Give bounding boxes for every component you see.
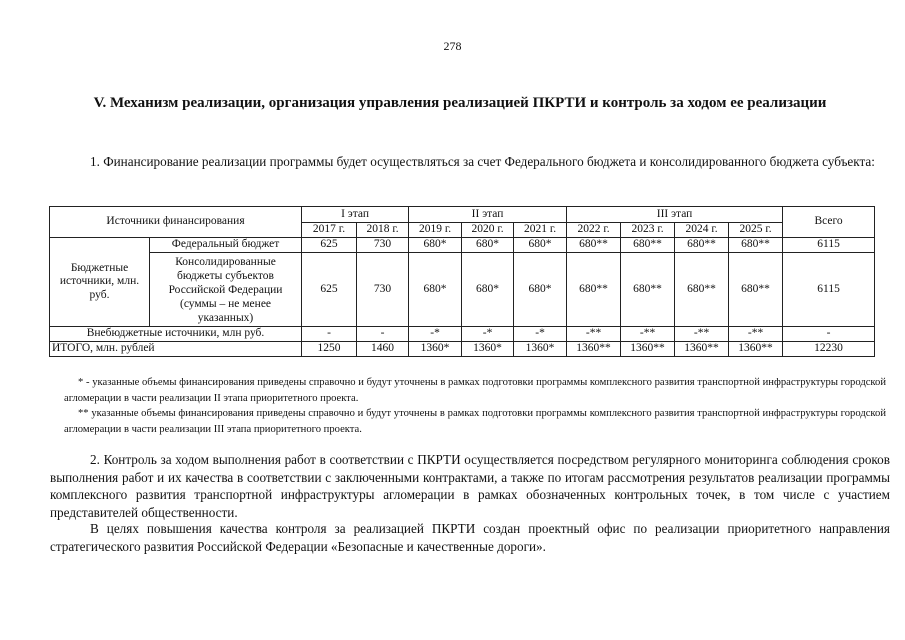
- table-cell: 680**: [567, 253, 621, 327]
- table-cell: 680**: [675, 253, 729, 327]
- row-label: ИТОГО, млн. рублей: [50, 342, 302, 357]
- row-label: Внебюджетные источники, млн руб.: [50, 327, 302, 342]
- table-cell: 730: [357, 238, 409, 253]
- footnote-double-star: ** указанные объемы финансирования приведены справочно и будут уточнены в рамках подготовки программы комплексного развития транспортной инфраструктуры городской агломерации в части реализации III этапа приоритетного проекта.: [64, 408, 886, 435]
- table-cell: -*: [462, 327, 514, 342]
- table-cell-total: 6115: [783, 238, 875, 253]
- footnote-single-star: * - указанные объемы финансирования приведены справочно и будут уточнены в рамках подготовки программы комплексного развития транспортной инфраструктуры городской агломерации в части реализации II этапа приоритетного проекта.: [64, 377, 886, 404]
- row-label: Консолидированные бюджеты субъектов Российской Федерации (суммы – не менее указанных): [150, 253, 302, 327]
- table-cell: -**: [675, 327, 729, 342]
- table-cell: -*: [409, 327, 462, 342]
- total-header: Всего: [783, 207, 875, 238]
- stage-2-header: II этап: [409, 207, 567, 223]
- table-cell: 680*: [409, 238, 462, 253]
- table-cell: 625: [302, 253, 357, 327]
- sources-header: Источники финансирования: [50, 207, 302, 238]
- year-header: 2022 г.: [567, 223, 621, 238]
- table-cell: 1360**: [675, 342, 729, 357]
- paragraph-control: 2. Контроль за ходом выполнения работ в соответствии с ПКРТИ осуществляется посредством регулярного мониторинга соблюдения сроков выполнения работ и их качества в соответствии с заключенными контрактами, а также по итогам рассмотрения результатов реализации программы комплексного развития транспортной инфраструктуры агломерации в рамках обозначенных контрольных точек, в том числе с участием представителей общественности.: [50, 452, 890, 520]
- table-cell: 680**: [621, 238, 675, 253]
- table-row: [50, 342, 875, 357]
- table-cell: -*: [514, 327, 567, 342]
- table-cell: 680**: [729, 253, 783, 327]
- table-cell: 680*: [514, 238, 567, 253]
- table-cell: 1250: [302, 342, 357, 357]
- table-cell: 680*: [514, 253, 567, 327]
- table-cell: 625: [302, 238, 357, 253]
- table-cell: 1360*: [514, 342, 567, 357]
- footnotes: [64, 375, 886, 437]
- table-cell: 680*: [409, 253, 462, 327]
- stage-3-header: III этап: [567, 207, 783, 223]
- table-cell-total: 12230: [783, 342, 875, 357]
- stage-1-header: I этап: [302, 207, 409, 223]
- table-cell: 1360**: [729, 342, 783, 357]
- table-cell: 1360*: [409, 342, 462, 357]
- table-cell: 680**: [675, 238, 729, 253]
- row-label: Федеральный бюджет: [150, 238, 302, 253]
- section-title: V. Механизм реализации, организация управления реализацией ПКРТИ и контроль за ходом ее реализации: [93, 95, 827, 111]
- table-row: [50, 238, 875, 253]
- year-header: 2024 г.: [675, 223, 729, 238]
- table-cell: -: [302, 327, 357, 342]
- table-cell: -: [357, 327, 409, 342]
- table-cell: 1360*: [462, 342, 514, 357]
- table-row: [50, 253, 875, 327]
- financing-table: [49, 206, 875, 357]
- year-header: 2019 г.: [409, 223, 462, 238]
- budget-group-label: Бюджетные источники, млн. руб.: [50, 238, 150, 327]
- table-cell: -**: [729, 327, 783, 342]
- year-header: 2023 г.: [621, 223, 675, 238]
- table-cell: -**: [567, 327, 621, 342]
- table-row: [50, 327, 875, 342]
- table-cell: 1360**: [621, 342, 675, 357]
- table-cell: 680**: [621, 253, 675, 327]
- paragraph-project-office: В целях повышения качества контроля за реализацией ПКРТИ создан проектный офис по реализации приоритетного направления стратегического развития Российской Федерации «Безопасные и качественные дороги».: [50, 521, 890, 554]
- year-header: 2017 г.: [302, 223, 357, 238]
- table-cell: 680*: [462, 238, 514, 253]
- table-cell: 680**: [729, 238, 783, 253]
- year-header: 2018 г.: [357, 223, 409, 238]
- table-cell: 1460: [357, 342, 409, 357]
- table-cell: -**: [621, 327, 675, 342]
- paragraph-financing: 1. Финансирование реализации программы будет осуществляться за счет Федерального бюджета и консолидированного бюджета субъекта:: [90, 154, 875, 169]
- table-cell: 680*: [462, 253, 514, 327]
- year-header: 2021 г.: [514, 223, 567, 238]
- page-number: 278: [443, 39, 462, 53]
- table-cell: 680**: [567, 238, 621, 253]
- year-header: 2025 г.: [729, 223, 783, 238]
- year-header: 2020 г.: [462, 223, 514, 238]
- table-cell-total: 6115: [783, 253, 875, 327]
- table-cell: 1360**: [567, 342, 621, 357]
- table-cell: 730: [357, 253, 409, 327]
- table-cell-total: -: [783, 327, 875, 342]
